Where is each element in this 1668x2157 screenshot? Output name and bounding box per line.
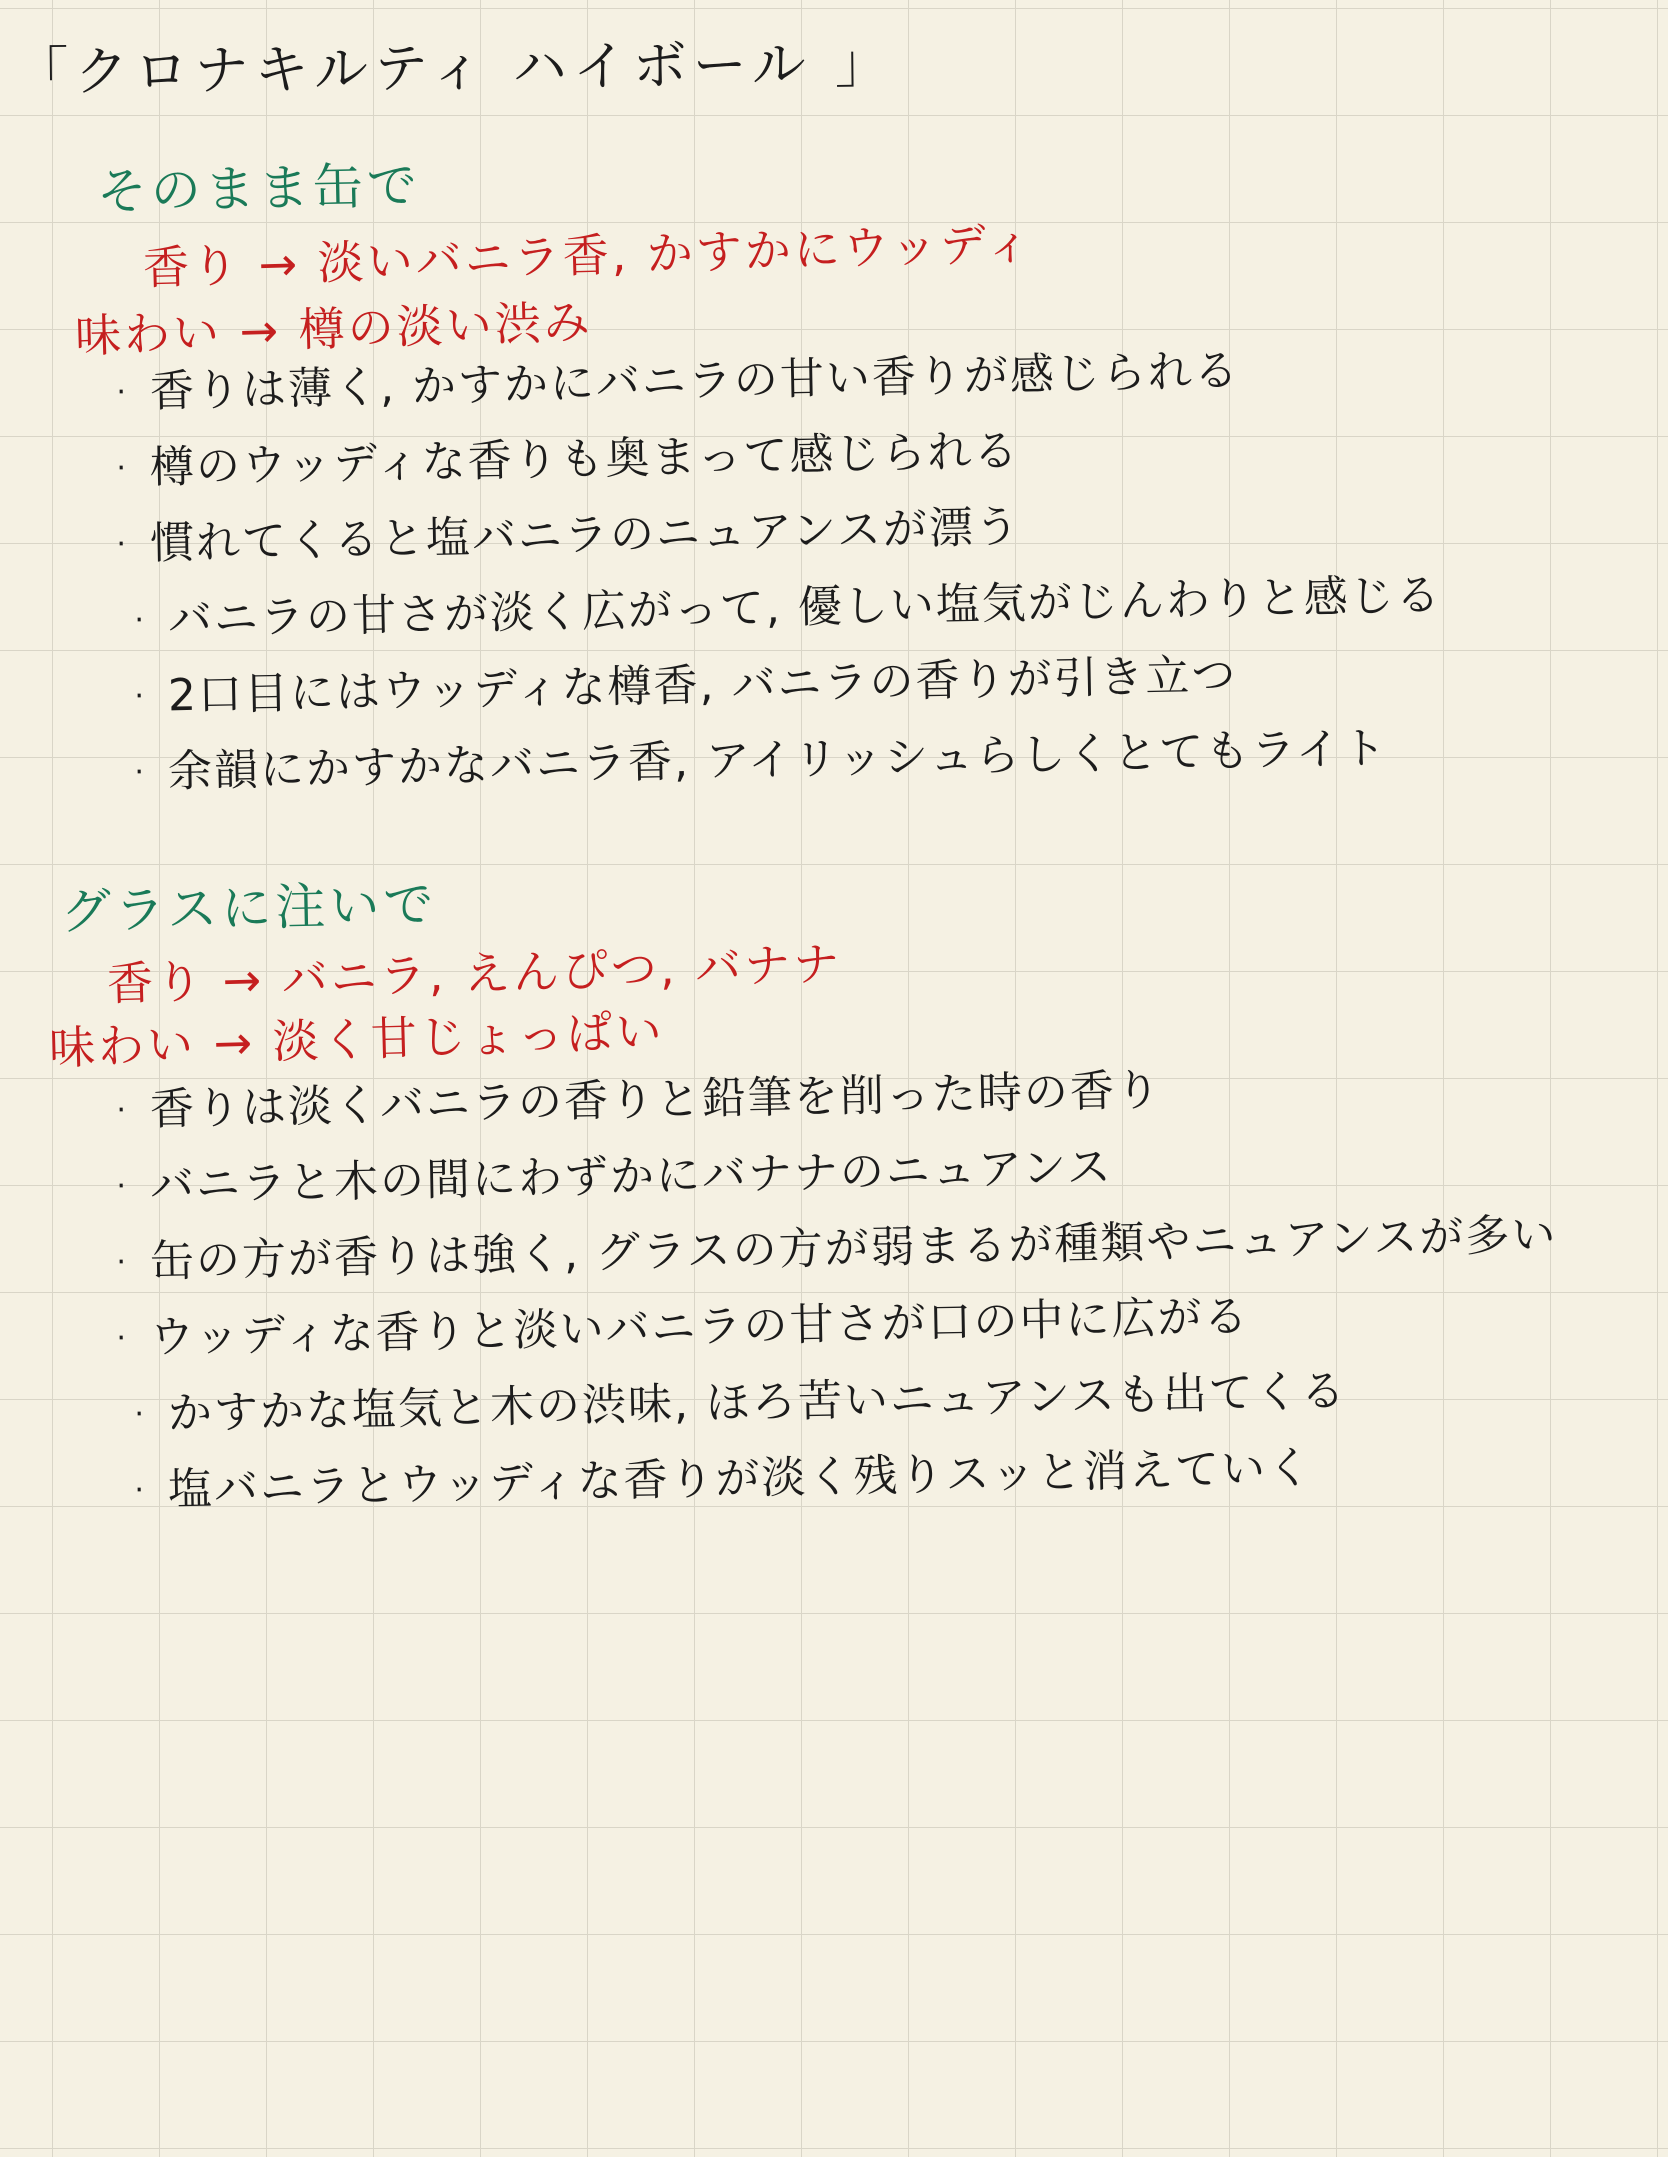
aroma-summary-can: 香り → 淡いバニラ香, かすかにウッディ (142, 216, 1035, 295)
aroma-summary-glass: 香り → バニラ, えんぴつ, バナナ (106, 936, 843, 1011)
note-text: 樽のウッディな香りも奥まって感じられる (149, 425, 1020, 494)
note-item (116, 1208, 1668, 1288)
bullet-dot: · (116, 526, 129, 562)
note-text: 缶の方が香りは強く, グラスの方が弱まるが種類やニュアンスが多い (149, 1209, 1558, 1288)
note-item (134, 1361, 1668, 1440)
bullet-dot: · (134, 1396, 147, 1432)
note-item (116, 1132, 1668, 1212)
note-text: 2口目にはウッディな樽香, バニラの香りが引き立つ (167, 649, 1238, 722)
bullet-dot: · (116, 450, 129, 486)
note-item (134, 719, 1668, 798)
section-heading-glass: グラスに注いで (60, 875, 438, 941)
notes-list-can (0, 345, 1668, 824)
note-text: バニラの甘さが淡く広がって, 優しい塩気がじんわりと感じる (167, 569, 1443, 646)
bullet-dot: · (134, 678, 147, 714)
note-text: 慣れてくると塩バニラのニュアンスが漂う (149, 501, 1022, 570)
notes-list-glass (0, 1064, 1668, 1542)
bullet-dot: · (116, 1244, 129, 1280)
section-heading-can: そのまま缶で (96, 156, 422, 221)
bullet-dot: · (116, 1320, 129, 1356)
note-text: 余韻にかすかなバニラ香, アイリッシュらしくとてもライト (167, 722, 1389, 798)
bullet-dot: · (116, 1168, 129, 1204)
taste-summary-can: 味わい → 樽の淡い渋み (74, 294, 594, 363)
bullet-dot: · (134, 1472, 147, 1508)
note-text: かすかな塩気と木の渋味, ほろ苦いニュアンスも出てくる (167, 1365, 1348, 1440)
note-item (116, 490, 1668, 570)
taste-summary-glass: 味わい → 淡く甘じょっぱい (48, 1003, 666, 1075)
bullet-dot: · (134, 602, 147, 638)
note-text: バニラと木の間にわずかにバナナのニュアンス (149, 1141, 1114, 1212)
bullet-dot: · (116, 1092, 129, 1128)
note-item (116, 1284, 1668, 1364)
bullet-dot: · (134, 754, 147, 790)
note-item (134, 643, 1668, 722)
note-item (134, 567, 1668, 646)
bullet-dot: · (116, 374, 129, 410)
note-title: 「クロナキルティ ハイボール 」 (14, 31, 896, 104)
note-text: 塩バニラとウッディな香りが淡く残りスッと消えていく (167, 1442, 1314, 1516)
note-text: 香りは淡くバニラの香りと鉛筆を削った時の香り (149, 1064, 1163, 1136)
note-item (116, 414, 1668, 494)
note-item (134, 1437, 1668, 1516)
note-text: 香りは薄く, かすかにバニラの甘い香りが感じられる (149, 345, 1241, 418)
note-text: ウッディな香りと淡いバニラの甘さが口の中に広がる (149, 1291, 1250, 1364)
